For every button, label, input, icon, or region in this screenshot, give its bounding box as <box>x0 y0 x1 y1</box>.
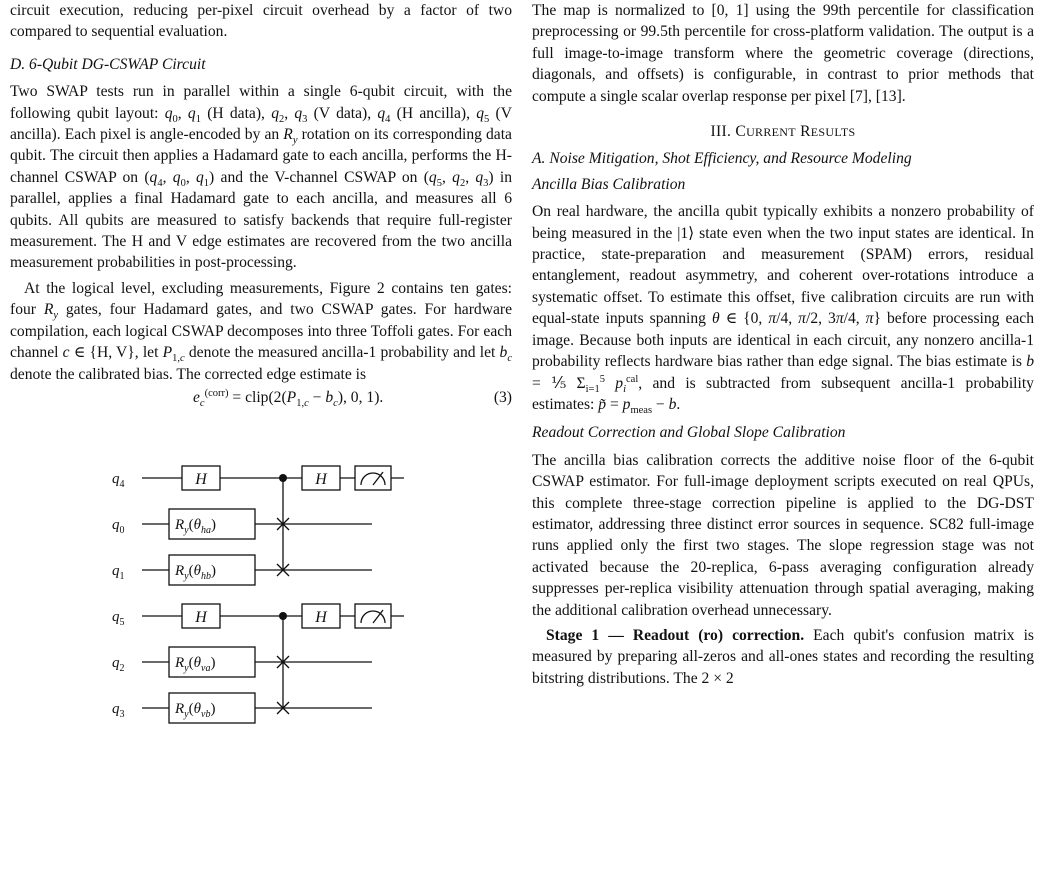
ry-label: $R_y(\theta_{ha})$ <box>175 517 216 536</box>
equation-number: (3) <box>493 388 512 406</box>
left-top-paragraph: circuit execution, reducing per-pixel circuit overhead by a factor of two compared to sequential evaluation. <box>10 2 512 41</box>
subsubsection-heading-readout: Readout Correction and Global Slope Calibration <box>532 424 846 442</box>
control-dot-q4 <box>279 474 287 482</box>
section-heading-iii: III. CURRENT RESULTS <box>710 123 856 141</box>
bias-paragraph: On real hardware, the ancilla qubit typically exhibits a nonzero probability of being measured in the |1⟩ state even when the two input states are identical. In practice, state-preparation and measurement (SPAM) errors, residual entanglement, readout asymmetry, and coherent over-rotations introduce a systematic offset. To estimate this offset, five calibration circuits are run with equal-state inputs spanning θ ∈ {0, π/4, π/2, 3π/4, π} before processing each image. Because both inputs are identical in each circuit, any nonzero ancilla-1 probability reflects hardware bias rather than edge signal. The bias estimate is b = ⅕ $\Sigma_{i=1}^5$ $p_i^{cal}$, and is subtracted from subsequent ancilla-1 probability estimates: p̃ = $p_{meas} - b$. <box>532 203 1035 417</box>
subsection-d-paragraph-2: At the logical level, excluding measurements, Figure 2 contains ten gates: four $R_y$ gates, four Hadamard gates, and two CSWAP gates. For hardware compilation, each logical CSWAP decomposes into three Toffoli gates. For each channel c ∈ {H, V}, let $P_{1,c}$ denote the measured ancilla-1 probability and let $b_c$ denote the calibrated bias. The corrected edge estimate is <box>10 279 512 383</box>
wire-label: $q_3$ <box>112 701 125 720</box>
measure-gate <box>355 466 391 490</box>
hadamard-label: H <box>195 609 207 626</box>
ry-label: $R_y(\theta_{vb})$ <box>175 701 216 720</box>
left-column <box>10 0 512 411</box>
equation-body: $e_c^{(corr)}$ = $clip(2(P_{1,c} - b_c)$, 0, 1). <box>193 387 384 410</box>
right-column <box>532 0 1034 689</box>
wire-label: $q_5$ <box>112 609 125 628</box>
circuit-svg <box>112 458 412 768</box>
ry-label: $R_y(\theta_{va})$ <box>175 655 216 674</box>
subsection-heading-d: D. 6-Qubit DG-CSWAP Circuit <box>10 55 206 73</box>
wire-label: $q_4$ <box>112 471 125 490</box>
subsubsection-heading-bias: Ancilla Bias Calibration <box>532 175 686 193</box>
wire-label: $q_2$ <box>112 655 125 674</box>
subsection-heading-a: A. Noise Mitigation, Shot Efficiency, and Resource Modeling <box>532 150 912 168</box>
right-top-paragraph: The map is normalized to [0, 1] using the 99th percentile for classification preprocessing or 99.5th percentile for cross-platform validation. The output is a full image-to-image transform where the geometric coverage (directions, diagonals, and offsets) is configurable, in contrast to prior methods that compute a single scalar overlap response per pixel [7], [13]. <box>532 2 1034 105</box>
hadamard-label: H <box>195 471 207 488</box>
stage1-paragraph: Stage 1 — Readout (ro) correction. Each qubit's confusion matrix is measured by preparing all-zeros and all-ones states and recording the resulting bitstring distributions. The 2 × 2 <box>532 626 1034 687</box>
circuit-diagram <box>112 458 412 768</box>
measure-gate <box>355 604 391 628</box>
readout-paragraph: The ancilla bias calibration corrects the additive noise floor of the 6-qubit CSWAP estimator. For full-image deployment scripts executed on real QPUs, this complete three-stage correction pipeline is applied to the DG-DST estimator, addressing three distinct error sources in sequence. SC82 full-image runs applied only the first two stages. The slope regression stage was not activated because the 20-replica, 6-pass averaging configuration already suppresses per-replica visibility attenuation through spatial averaging, making the additional calibration overhead unnecessary. <box>532 451 1034 619</box>
equation-3 <box>10 387 512 411</box>
subsection-d-paragraph-1: Two SWAP tests run in parallel within a single 6-qubit circuit, with the following qubit layout: $q_0$, $q_1$ (H data), $q_2$, $q_3$ (V data), $q_4$ (H ancilla), $q_5$ (V ancilla). Each pixel is angle-encoded by an $R_y$ rotation on its corresponding data qubit. The circuit then applies a Hadamard gate to each ancilla, performs the H-channel CSWAP on ($q_4$, $q_0$, $q_1$) and the V-channel CSWAP on ($q_5$, $q_2$, $q_3$) in parallel, applies a final Hadamard gate to each ancilla, and measures all 6 qubits. All qubits are measured to satisfy backends that require full-register measurement. The H and V edge estimates are recovered from the two ancilla measurement probabilities in post-processing. <box>10 83 513 272</box>
wire-label: $q_1$ <box>112 563 125 582</box>
hadamard-label: H <box>315 609 327 626</box>
ry-label: $R_y(\theta_{hb})$ <box>175 563 216 582</box>
control-dot-q5 <box>279 612 287 620</box>
wire-label: $q_0$ <box>112 517 125 536</box>
hadamard-label: H <box>315 471 327 488</box>
